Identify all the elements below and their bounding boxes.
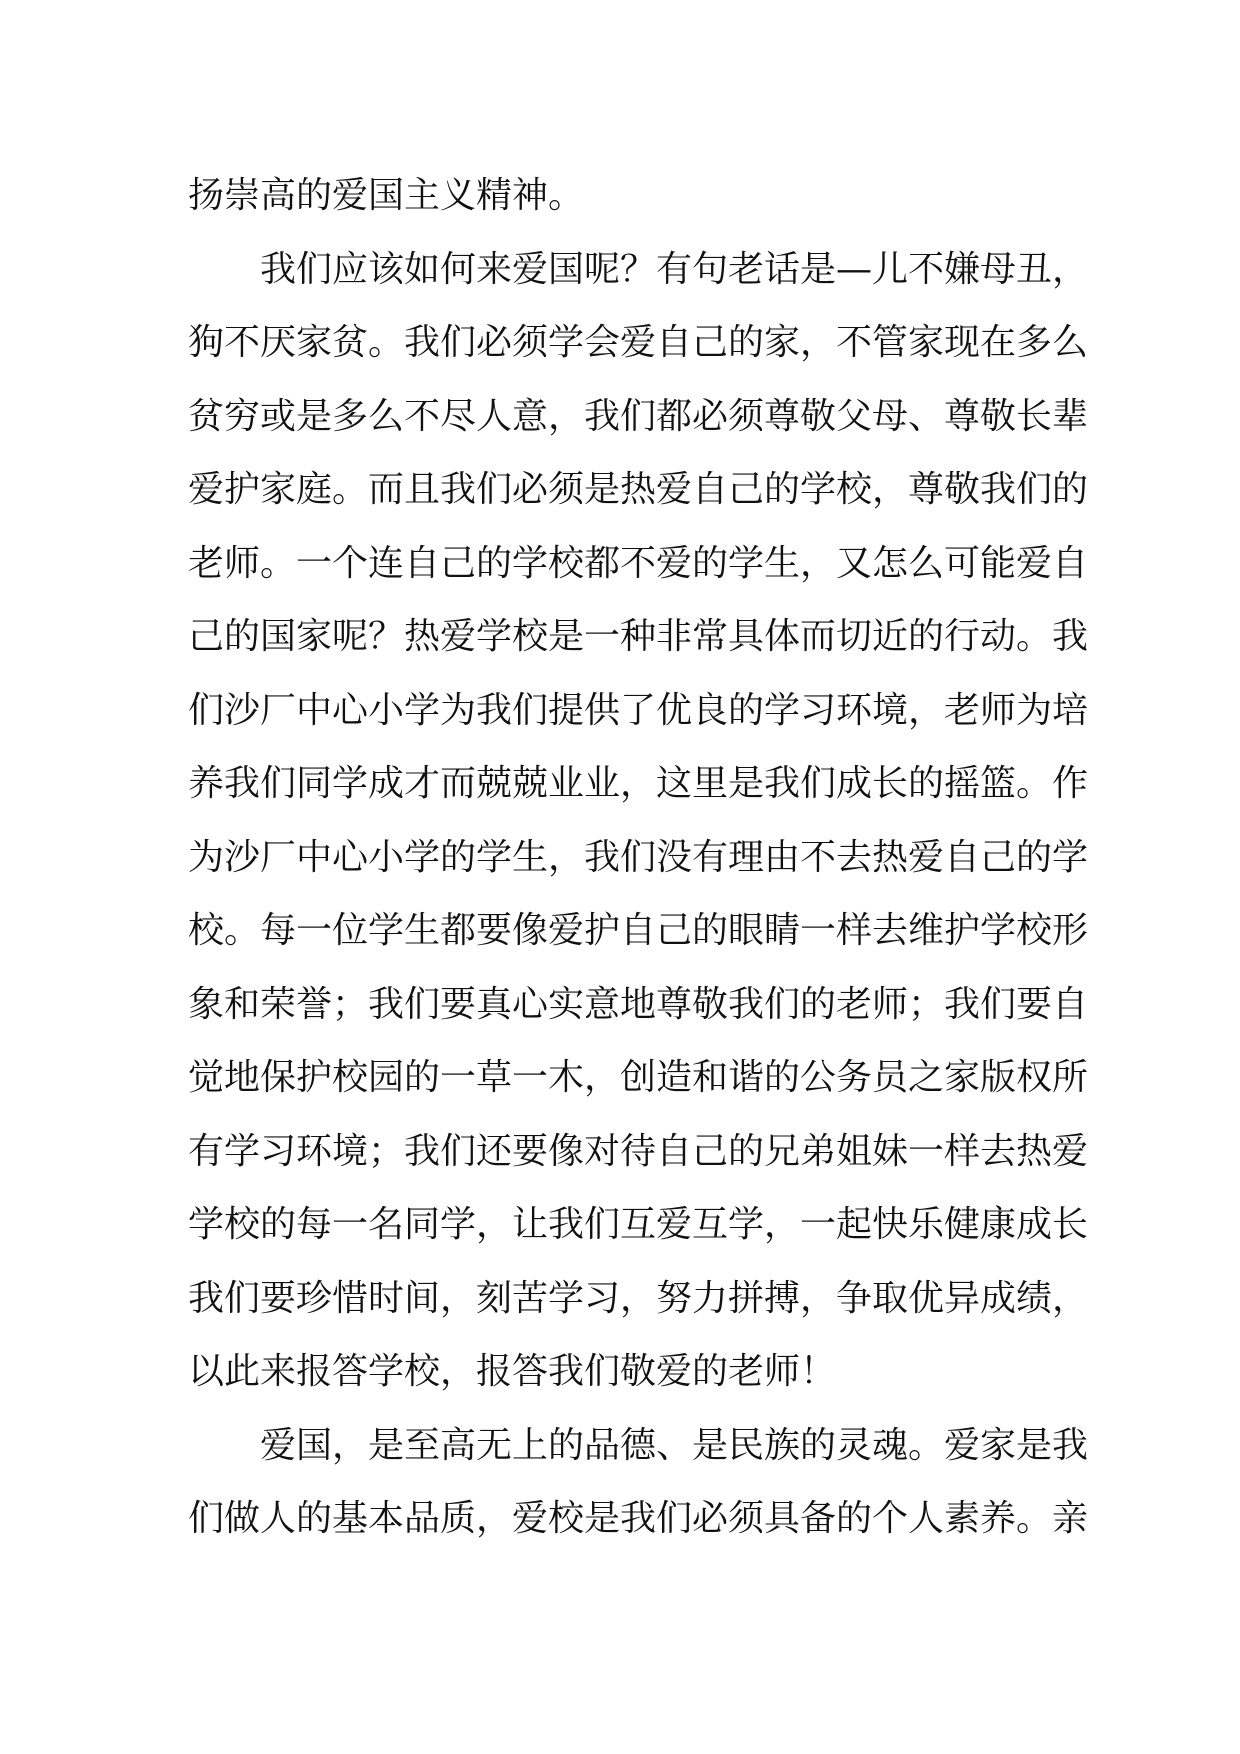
text-line: 贫穷或是多么不尽人意，我们都必须尊敬父母、尊敬长辈 <box>188 395 1089 437</box>
text-line: 己的国家呢？热爱学校是一种非常具体而切近的行动。我 <box>188 616 1089 657</box>
text-line: 以此来报答学校，报答我们敬爱的老师！ <box>188 1351 837 1392</box>
document-body <box>188 168 1089 1565</box>
text-line: 有学习环境；我们还要像对待自己的兄弟姐妹一样去热爱 <box>188 1130 1089 1172</box>
text-line: 们做人的基本品质，爱校是我们必须具备的个人素养。亲 <box>188 1498 1089 1539</box>
text-line: 校。每一位学生都要像爱护自己的眼睛一样去维护学校形 <box>188 910 1089 951</box>
text-line: 觉地保护校园的一草一木，创造和谐的公务员之家版权所 <box>188 1057 1089 1098</box>
text-line: 为沙厂中心小学的学生，我们没有理由不去热爱自己的学 <box>188 836 1089 878</box>
text-line: 们沙厂中心小学为我们提供了优良的学习环境，老师为培 <box>188 689 1089 731</box>
text-line: 我们要珍惜时间，刻苦学习，努力拼搏，争取优异成绩， <box>188 1277 1089 1319</box>
text-line: 象和荣誉；我们要真心实意地尊敬我们的老师；我们要自 <box>188 983 1089 1025</box>
text-line: 我们应该如何来爱国呢？有句老话是—儿不嫌母丑， <box>260 248 1089 290</box>
text-line: 扬崇高的爱国主义精神。 <box>188 175 585 216</box>
text-line: 养我们同学成才而兢兢业业，这里是我们成长的摇篮。作 <box>188 763 1089 804</box>
text-line: 爱国，是至高无上的品德、是民族的灵魂。爱家是我 <box>260 1424 1089 1466</box>
text-line: 狗不厌家贫。我们必须学会爱自己的家，不管家现在多么 <box>188 322 1089 363</box>
text-line: 爱护家庭。而且我们必须是热爱自己的学校，尊敬我们的 <box>188 469 1089 510</box>
text-line: 学校的每一名同学，让我们互爱互学，一起快乐健康成长 <box>188 1204 1089 1245</box>
text-line: 老师。一个连自己的学校都不爱的学生，又怎么可能爱自 <box>188 542 1089 584</box>
